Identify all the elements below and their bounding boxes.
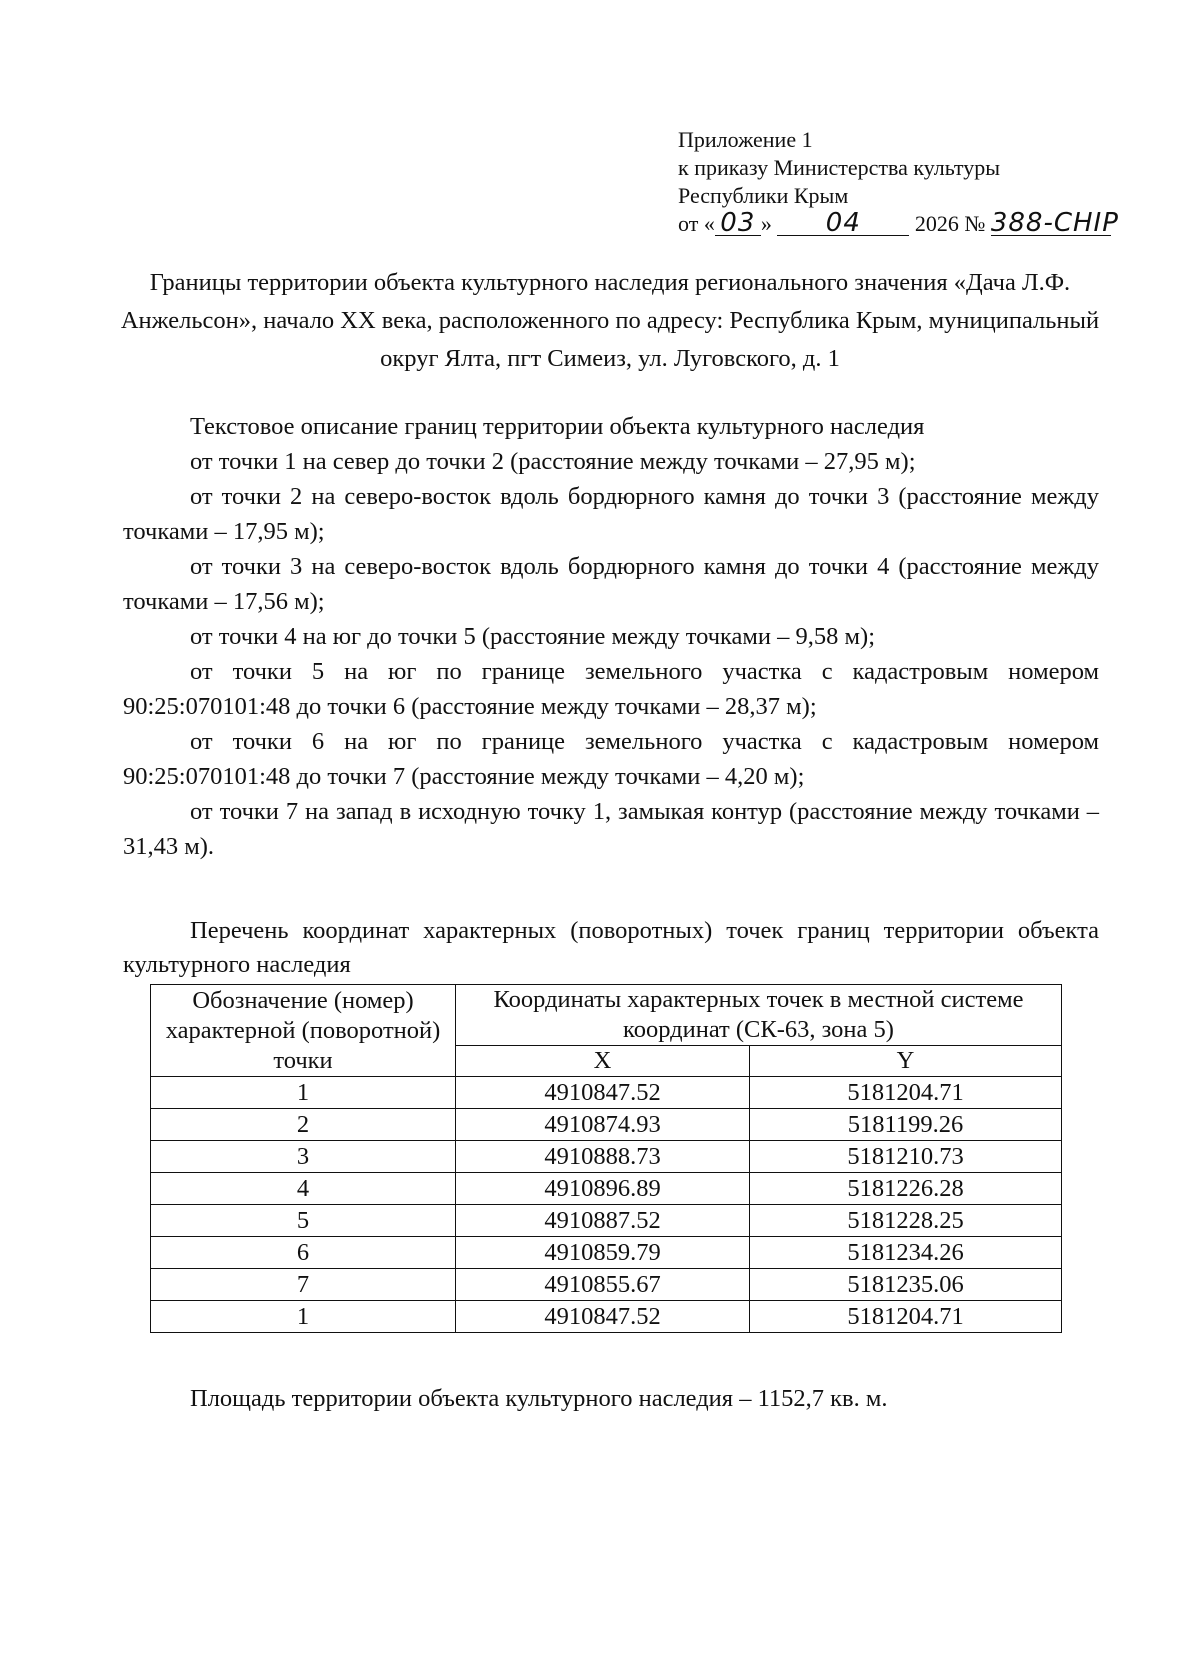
column-header-x: X [456, 1046, 750, 1077]
coord-x: 4910847.52 [456, 1077, 750, 1109]
coord-x: 4910888.73 [456, 1141, 750, 1173]
coordinates-heading: Перечень координат характерных (поворотных) точек границ территории объекта культурного наследия [123, 917, 1099, 978]
date-prefix: от « [678, 211, 715, 236]
table-row [151, 1301, 1062, 1333]
coord-x: 4910887.52 [456, 1205, 750, 1237]
appendix-label: Приложение 1 [678, 127, 813, 152]
table-row [151, 1205, 1062, 1237]
table-row [151, 1109, 1062, 1141]
point-number: 2 [151, 1109, 456, 1141]
point-number: 5 [151, 1205, 456, 1237]
coord-x: 4910847.52 [456, 1301, 750, 1333]
order-date-line [678, 210, 1138, 238]
point-number: 4 [151, 1173, 456, 1205]
date-year: 2026 № [914, 211, 986, 236]
coord-y: 5181204.71 [750, 1301, 1062, 1333]
coord-y: 5181204.71 [750, 1077, 1062, 1109]
description-item: от точки 7 на запад в исходную точку 1, замыкая контур (расстояние между точками – 31,43 м). [123, 798, 1099, 860]
republic-name: Республики Крым [678, 183, 849, 208]
coord-y: 5181234.26 [750, 1237, 1062, 1269]
coord-x: 4910896.89 [456, 1173, 750, 1205]
description-item: от точки 4 на юг до точки 5 (расстояние между точками – 9,58 м); [190, 623, 876, 650]
appendix-header [678, 126, 1138, 238]
table-row [151, 1269, 1062, 1301]
description-heading: Текстовое описание границ территории объекта культурного наследия [190, 413, 925, 440]
point-number: 1 [151, 1077, 456, 1109]
description-item: от точки 3 на северо-восток вдоль бордюрного камня до точки 4 (расстояние между точками – 17,56 м); [123, 553, 1099, 615]
coord-y: 5181199.26 [750, 1109, 1062, 1141]
boundary-description [123, 409, 1099, 864]
coord-x: 4910855.67 [456, 1269, 750, 1301]
point-number: 7 [151, 1269, 456, 1301]
description-item: от точки 5 на юг по границе земельного участка с кадастровым номером 90:25:070101:48 до точки 6 (расстояние между точками – 28,37 м); [123, 658, 1099, 720]
coord-y: 5181228.25 [750, 1205, 1062, 1237]
order-number: 388-CHIP [990, 208, 1119, 238]
table-row [151, 1141, 1062, 1173]
coord-x: 4910859.79 [456, 1237, 750, 1269]
coord-y: 5181226.28 [750, 1173, 1062, 1205]
order-reference: к приказу Министерства культуры [678, 155, 1001, 180]
territory-area: Площадь территории объекта культурного наследия – 1152,7 кв. м. [190, 1385, 888, 1412]
date-month: 04 [777, 211, 909, 236]
point-number: 6 [151, 1237, 456, 1269]
column-header-y: Y [750, 1046, 1062, 1077]
table-row [151, 1077, 1062, 1109]
description-item: от точки 2 на северо-восток вдоль бордюрного камня до точки 3 (расстояние между точками – 17,95 м); [123, 483, 1099, 545]
description-item: от точки 1 на север до точки 2 (расстояние между точками – 27,95 м); [190, 448, 916, 475]
column-header-coordinates: Координаты характерных точек в местной системе координат (СК-63, зона 5) [456, 985, 1062, 1046]
date-day: 03 [715, 211, 761, 236]
document-title: Границы территории объекта культурного наследия регионального значения «Дача Л.Ф. Анжельсон», начало XX века, расположенного по адресу: Республика Крым, муниципальный округ Ялта, пгт Симеиз, ул. Луговского, д. 1 [120, 269, 1100, 372]
column-header-point: Обозначение (номер) характерной (поворотной) точки [151, 985, 456, 1077]
coordinates-table [150, 984, 1062, 1333]
table-row [151, 1237, 1062, 1269]
date-mid: » [760, 211, 772, 236]
point-number: 3 [151, 1141, 456, 1173]
coord-x: 4910874.93 [456, 1109, 750, 1141]
description-item: от точки 6 на юг по границе земельного участка с кадастровым номером 90:25:070101:48 до точки 7 (расстояние между точками – 4,20 м); [123, 728, 1099, 790]
point-number: 1 [151, 1301, 456, 1333]
coord-y: 5181235.06 [750, 1269, 1062, 1301]
coord-y: 5181210.73 [750, 1141, 1062, 1173]
table-row [151, 1173, 1062, 1205]
